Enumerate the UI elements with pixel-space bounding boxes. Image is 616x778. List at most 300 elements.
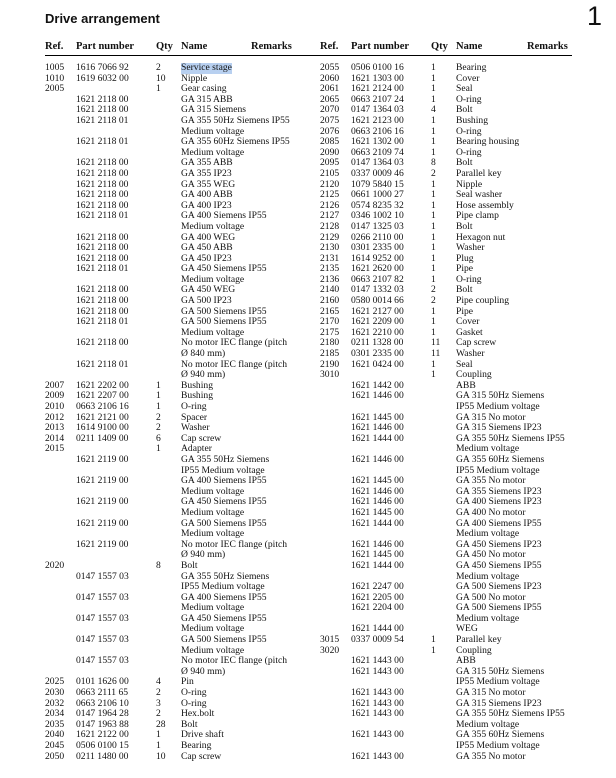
name-cell: Medium voltage xyxy=(181,273,245,285)
qty-cell: 2 xyxy=(156,422,161,434)
ref-cell: 2125 xyxy=(320,189,340,201)
name-cell: Medium voltage xyxy=(181,146,245,158)
name-cell: Coupling xyxy=(456,369,492,381)
name-cell: O-ring xyxy=(456,273,482,285)
qty-cell: 11 xyxy=(431,337,441,349)
part-number-cell: 0663 2111 65 xyxy=(76,687,129,699)
qty-cell: 1 xyxy=(431,189,436,201)
ref-cell: 2190 xyxy=(320,358,340,370)
qty-cell: 1 xyxy=(431,136,436,148)
part-number-cell: 1621 2118 00 xyxy=(76,242,129,254)
name-cell: GA 450 IP23 xyxy=(181,252,232,264)
table-row xyxy=(45,455,315,466)
ref-cell: 2170 xyxy=(320,316,340,328)
name-cell: Spacer xyxy=(181,411,208,423)
table-row xyxy=(320,709,590,720)
ref-cell: 2185 xyxy=(320,348,340,360)
ref-cell: 2076 xyxy=(320,125,340,137)
part-number-cell: 1621 1443 00 xyxy=(351,708,404,720)
header-part-number: Part number xyxy=(351,41,410,52)
page-number: 1 xyxy=(586,1,602,31)
part-number-cell: 1621 1446 00 xyxy=(351,538,404,550)
name-cell: No motor IEC flange (pitch xyxy=(181,337,288,349)
ref-cell: 2129 xyxy=(320,231,340,243)
qty-cell: 4 xyxy=(156,676,161,688)
page-title: Drive arrangement xyxy=(45,11,160,26)
part-number-cell: 0211 1328 00 xyxy=(351,337,404,349)
part-number-cell: 1621 1444 00 xyxy=(351,517,404,529)
name-cell: Pipe clamp xyxy=(456,210,499,222)
name-cell: No motor IEC flange (pitch xyxy=(181,538,288,550)
name-cell: Hose assembly xyxy=(456,199,514,211)
part-number-cell: 1621 1446 00 xyxy=(351,390,404,402)
qty-cell: 2 xyxy=(156,62,161,73)
name-cell: ABB xyxy=(456,655,476,667)
qty-cell: 10 xyxy=(156,750,166,762)
part-number-cell: 1621 2118 01 xyxy=(76,136,129,148)
name-cell: GA 315 Siemens IP23 xyxy=(456,422,542,434)
table-row xyxy=(320,116,590,127)
part-number-cell: 1621 2119 00 xyxy=(76,453,129,465)
name-cell: GA 355 60Hz Siemens IP55 xyxy=(181,136,290,148)
part-number-cell: 1621 2207 00 xyxy=(76,390,129,402)
name-cell: Bushing xyxy=(456,114,488,126)
name-cell: Medium voltage xyxy=(456,718,520,730)
name-cell: Service stage xyxy=(181,62,232,73)
qty-cell: 1 xyxy=(431,634,436,646)
name-cell: Hex.bolt xyxy=(181,708,215,720)
name-cell: GA 500 IP23 xyxy=(181,295,232,307)
part-number-cell: 1621 2620 00 xyxy=(351,263,404,275)
qty-cell: 8 xyxy=(431,157,436,169)
table-row xyxy=(45,635,315,646)
part-number-cell: 1621 1446 00 xyxy=(351,422,404,434)
ref-cell: 2061 xyxy=(320,83,340,95)
qty-cell: 1 xyxy=(431,263,436,275)
qty-cell: 1 xyxy=(431,252,436,264)
name-cell: Medium voltage xyxy=(181,528,245,540)
ref-cell: 3020 xyxy=(320,644,340,656)
name-cell: IP55 Medium voltage xyxy=(456,401,540,412)
part-number-cell: 0337 0009 54 xyxy=(351,634,404,646)
part-number-cell: 0147 1364 03 xyxy=(351,157,404,169)
ref-cell: 2013 xyxy=(45,422,65,434)
part-number-cell: 0580 0014 66 xyxy=(351,295,404,307)
ref-cell: 2014 xyxy=(45,432,65,444)
name-cell: O-ring xyxy=(456,146,482,158)
name-cell: Bearing xyxy=(181,740,212,751)
part-number-cell: 1621 1446 00 xyxy=(351,453,404,465)
ref-cell: 2090 xyxy=(320,146,340,158)
name-cell: Pipe xyxy=(456,305,474,317)
name-cell: Medium voltage xyxy=(456,443,520,455)
part-number-cell: 0301 2335 00 xyxy=(351,348,404,360)
qty-cell: 10 xyxy=(156,72,166,84)
name-cell: Bolt xyxy=(456,284,473,296)
part-number-cell: 1621 1302 00 xyxy=(351,136,404,148)
ref-cell: 1005 xyxy=(45,62,65,73)
name-cell: GA 400 No motor xyxy=(456,506,526,518)
table-row xyxy=(320,635,590,646)
name-cell: Seal xyxy=(456,358,473,370)
table-row xyxy=(45,593,315,604)
part-number-cell: 1621 2118 00 xyxy=(76,305,129,317)
part-number-cell: 0147 1557 03 xyxy=(76,591,129,603)
ref-cell: 2025 xyxy=(45,676,65,688)
name-cell: Seal xyxy=(456,83,473,95)
name-cell: GA 400 Siemens IP23 xyxy=(456,496,542,508)
ref-cell: 2030 xyxy=(45,687,65,699)
name-cell: GA 355 50Hz Siemens IP55 xyxy=(181,114,290,126)
part-number-cell: 1621 2118 00 xyxy=(76,295,129,307)
ref-cell: 2127 xyxy=(320,210,340,222)
part-number-cell: 1621 2118 00 xyxy=(76,167,129,179)
part-number-cell: 1621 2119 00 xyxy=(76,496,129,508)
part-number-cell: 0301 2335 00 xyxy=(351,242,404,254)
ref-cell: 2130 xyxy=(320,242,340,254)
name-cell: GA 355 No motor xyxy=(456,750,526,762)
name-cell: GA 400 ABB xyxy=(181,189,233,201)
qty-cell: 2 xyxy=(431,284,436,296)
table-row xyxy=(320,222,590,233)
part-number-cell: 1621 2118 00 xyxy=(76,231,129,243)
name-cell: Pin xyxy=(181,676,194,688)
table-row xyxy=(45,264,315,275)
table-row xyxy=(320,402,590,413)
part-number-cell: 1621 2119 00 xyxy=(76,538,129,550)
table-row xyxy=(45,434,315,445)
qty-cell: 1 xyxy=(431,231,436,243)
ref-cell: 2105 xyxy=(320,167,340,179)
name-cell: O-ring xyxy=(181,687,207,699)
part-number-cell: 1621 0424 00 xyxy=(351,358,404,370)
name-cell: Ø 940 mm) xyxy=(181,665,226,677)
name-cell: Washer xyxy=(181,422,210,434)
part-number-cell: 1621 2121 00 xyxy=(76,411,129,423)
part-number-cell: 1621 1445 00 xyxy=(351,549,404,561)
name-cell: GA 450 No motor xyxy=(456,549,526,561)
part-number-cell: 0147 1964 28 xyxy=(76,708,129,720)
name-cell: GA 315 Siemens IP23 xyxy=(456,697,542,709)
name-cell: Bushing xyxy=(181,379,213,391)
name-cell: Ø 940 mm) xyxy=(181,369,226,381)
ref-cell: 2180 xyxy=(320,337,340,349)
name-cell: Bolt xyxy=(456,104,473,116)
table-row xyxy=(45,360,315,371)
part-number-cell: 0147 1332 03 xyxy=(351,284,404,296)
ref-cell: 2160 xyxy=(320,295,340,307)
name-cell: O-ring xyxy=(181,697,207,709)
ref-cell: 2012 xyxy=(45,411,65,423)
part-number-cell: 1621 1445 00 xyxy=(351,411,404,423)
table-row xyxy=(45,317,315,328)
name-cell: GA 500 Siemens IP55 xyxy=(181,517,267,529)
name-cell: Medium voltage xyxy=(181,220,245,232)
qty-cell: 1 xyxy=(431,316,436,328)
name-cell: Medium voltage xyxy=(181,326,245,338)
ref-cell: 2040 xyxy=(45,729,65,741)
table-row xyxy=(320,752,590,763)
name-cell: Ø 940 mm) xyxy=(181,549,226,561)
table-row xyxy=(45,338,315,349)
name-cell: GA 400 WEG xyxy=(181,231,236,243)
table-row xyxy=(320,561,590,572)
part-number-cell: 1621 2118 01 xyxy=(76,210,129,222)
table-row xyxy=(45,614,315,625)
part-number-cell: 0147 1364 03 xyxy=(351,104,404,116)
ref-cell: 2065 xyxy=(320,93,340,105)
part-number-cell: 0337 0009 46 xyxy=(351,167,404,179)
qty-cell: 1 xyxy=(431,273,436,285)
qty-cell: 1 xyxy=(156,83,161,95)
part-number-cell: 1621 1444 00 xyxy=(351,623,404,635)
name-cell: Bolt xyxy=(456,220,473,232)
table-row xyxy=(320,169,590,180)
name-cell: Bushing xyxy=(181,390,213,402)
table-row xyxy=(45,63,315,74)
qty-cell: 1 xyxy=(431,369,436,381)
qty-cell: 1 xyxy=(431,210,436,222)
part-number-cell: 0346 1002 10 xyxy=(351,210,404,222)
qty-cell: 2 xyxy=(156,708,161,720)
part-number-cell: 1621 2210 00 xyxy=(351,326,404,338)
ref-cell: 2131 xyxy=(320,252,340,264)
qty-cell: 1 xyxy=(431,125,436,137)
table-row xyxy=(45,561,315,572)
name-cell: GA 355 WEG xyxy=(181,178,236,190)
table-row xyxy=(45,169,315,180)
ref-cell: 2070 xyxy=(320,104,340,116)
qty-cell: 2 xyxy=(431,295,436,307)
ref-cell: 2015 xyxy=(45,443,65,455)
name-cell: Cap screw xyxy=(456,337,497,349)
qty-cell: 3 xyxy=(156,697,161,709)
name-cell: GA 355 Siemens IP23 xyxy=(456,485,542,497)
name-cell: Washer xyxy=(456,242,485,254)
ref-cell: 3015 xyxy=(320,634,340,646)
qty-cell: 1 xyxy=(431,644,436,656)
part-number-cell: 0663 2106 16 xyxy=(76,401,129,412)
header-ref: Ref. xyxy=(45,41,64,52)
name-cell: Medium voltage xyxy=(456,612,520,624)
part-number-cell: 1621 1443 00 xyxy=(351,655,404,667)
ref-cell: 2075 xyxy=(320,114,340,126)
part-number-cell: 1616 7066 92 xyxy=(76,62,129,73)
name-cell: Medium voltage xyxy=(181,623,245,635)
ref-cell: 2010 xyxy=(45,401,65,412)
ref-cell: 2120 xyxy=(320,178,340,190)
qty-cell: 2 xyxy=(156,411,161,423)
part-number-cell: 0211 1409 00 xyxy=(76,432,129,444)
qty-cell: 1 xyxy=(431,114,436,126)
table-row xyxy=(45,741,315,752)
table-row xyxy=(45,222,315,233)
name-cell: GA 355 50Hz Siemens xyxy=(181,453,270,465)
table-row xyxy=(45,476,315,487)
table-row xyxy=(45,519,315,530)
name-cell: Medium voltage xyxy=(181,506,245,518)
header-part-number: Part number xyxy=(76,41,135,52)
table-row xyxy=(45,402,315,413)
qty-cell: 28 xyxy=(156,718,166,730)
name-cell: IP55 Medium voltage xyxy=(456,676,540,688)
qty-cell: 1 xyxy=(431,62,436,73)
name-cell: GA 450 Siemens IP55 xyxy=(181,263,267,275)
name-cell: GA 450 ABB xyxy=(181,242,233,254)
name-cell: GA 315 Siemens xyxy=(181,104,247,116)
qty-cell: 2 xyxy=(431,167,436,179)
name-cell: IP55 Medium voltage xyxy=(181,464,265,476)
qty-cell: 1 xyxy=(431,178,436,190)
part-number-cell: 1621 2127 00 xyxy=(351,305,404,317)
table-row xyxy=(45,211,315,222)
qty-cell: 1 xyxy=(431,93,436,105)
part-number-cell: 1621 2118 00 xyxy=(76,337,129,349)
name-cell: Ø 840 mm) xyxy=(181,348,226,360)
ref-cell: 2095 xyxy=(320,157,340,169)
name-cell: GA 400 Siemens IP55 xyxy=(181,210,267,222)
part-number-cell: 0266 2110 00 xyxy=(351,231,404,243)
part-number-cell: 1621 1443 00 xyxy=(351,665,404,677)
name-cell: GA 355 No motor xyxy=(456,475,526,487)
name-cell: Adapter xyxy=(181,443,212,455)
ref-cell: 2136 xyxy=(320,273,340,285)
name-cell: Nipple xyxy=(181,72,208,84)
part-number-cell: 1621 1444 00 xyxy=(351,559,404,571)
name-cell: Medium voltage xyxy=(181,602,245,614)
part-number-cell: 1621 1445 00 xyxy=(351,475,404,487)
header-name: Name xyxy=(181,41,208,52)
header-qty: Qty xyxy=(431,41,448,52)
name-cell: GA 315 ABB xyxy=(181,93,233,105)
part-number-cell: 1621 2118 00 xyxy=(76,157,129,169)
qty-cell: 1 xyxy=(156,740,161,751)
table-row xyxy=(320,360,590,371)
name-cell: Cap screw xyxy=(181,750,222,762)
name-cell: GA 315 No motor xyxy=(456,687,526,699)
part-number-cell: 0661 1000 27 xyxy=(351,189,404,201)
header-remarks: Remarks xyxy=(527,41,568,52)
table-row xyxy=(45,572,315,583)
table-row xyxy=(320,603,590,614)
qty-cell: 1 xyxy=(431,83,436,95)
part-number-cell: 1621 2123 00 xyxy=(351,114,404,126)
name-cell: Bearing xyxy=(456,62,487,73)
part-number-cell: 0101 1626 00 xyxy=(76,676,129,688)
name-cell: O-ring xyxy=(181,401,207,412)
name-cell: GA 315 No motor xyxy=(456,411,526,423)
part-number-cell: 1621 2118 01 xyxy=(76,358,129,370)
table-row xyxy=(320,741,590,752)
table-row xyxy=(45,508,315,519)
part-number-cell: 1621 1446 00 xyxy=(351,485,404,497)
table-row xyxy=(45,540,315,551)
table-row xyxy=(320,434,590,445)
name-cell: GA 500 Siemens IP55 xyxy=(181,305,267,317)
part-number-cell: 1614 9100 00 xyxy=(76,422,129,434)
name-cell: GA 400 Siemens IP55 xyxy=(181,591,267,603)
name-cell: GA 500 Siemens IP55 xyxy=(181,634,267,646)
name-cell: GA 355 50Hz Siemens IP55 xyxy=(456,432,565,444)
qty-cell: 2 xyxy=(156,687,161,699)
name-cell: Plug xyxy=(456,252,474,264)
name-cell: GA 355 60Hz Siemens xyxy=(456,453,545,465)
name-cell: Seal washer xyxy=(456,189,503,201)
ref-cell: 2060 xyxy=(320,72,340,84)
ref-cell: 1010 xyxy=(45,72,65,84)
part-number-cell: 1621 1443 00 xyxy=(351,687,404,699)
ref-cell: 2009 xyxy=(45,390,65,402)
part-number-cell: 1621 2118 01 xyxy=(76,263,129,275)
name-cell: Parallel key xyxy=(456,167,502,179)
qty-cell: 1 xyxy=(431,199,436,211)
name-cell: Drive shaft xyxy=(181,729,224,741)
part-number-cell: 0663 2106 10 xyxy=(76,697,129,709)
name-cell: GA 500 Siemens IP55 xyxy=(181,316,267,328)
name-cell: IP55 Medium voltage xyxy=(456,464,540,476)
ref-cell: 2034 xyxy=(45,708,65,720)
name-cell: GA 450 Siemens IP55 xyxy=(456,559,542,571)
name-cell: GA 400 Siemens IP55 xyxy=(181,475,267,487)
name-cell: GA 450 Siemens IP23 xyxy=(456,538,542,550)
part-number-cell: 1621 2124 00 xyxy=(351,83,404,95)
part-number-cell: 0147 1557 03 xyxy=(76,634,129,646)
part-number-cell: 0663 2107 24 xyxy=(351,93,404,105)
table-row xyxy=(320,730,590,741)
part-number-cell: 1621 2118 00 xyxy=(76,252,129,264)
part-number-cell: 0147 1557 03 xyxy=(76,570,129,582)
part-number-cell: 0574 8235 32 xyxy=(351,199,404,211)
ref-cell: 2175 xyxy=(320,326,340,338)
part-number-cell: 1614 9252 00 xyxy=(351,252,404,264)
part-number-cell: 1621 1443 00 xyxy=(351,729,404,741)
name-cell: Nipple xyxy=(456,178,483,190)
name-cell: GA 315 50Hz Siemens xyxy=(456,665,545,677)
header-qty: Qty xyxy=(156,41,173,52)
name-cell: Bearing housing xyxy=(456,136,520,148)
ref-cell: 2007 xyxy=(45,379,65,391)
part-number-cell: 1621 2118 00 xyxy=(76,199,129,211)
ref-cell: 2005 xyxy=(45,83,65,95)
name-cell: No motor IEC flange (pitch xyxy=(181,358,288,370)
table-row xyxy=(45,752,315,763)
name-cell: GA 355 60Hz Siemens xyxy=(456,729,545,741)
table-row xyxy=(45,137,315,148)
part-number-cell: 1621 1445 00 xyxy=(351,506,404,518)
name-cell: O-ring xyxy=(456,93,482,105)
qty-cell: 1 xyxy=(156,401,161,412)
header-remarks: Remarks xyxy=(251,41,292,52)
qty-cell: 1 xyxy=(431,242,436,254)
part-number-cell: 1621 1443 00 xyxy=(351,697,404,709)
name-cell: ABB xyxy=(456,379,476,391)
name-cell: Pipe coupling xyxy=(456,295,510,307)
ref-cell: 3010 xyxy=(320,369,340,381)
name-cell: Cover xyxy=(456,316,480,328)
table-row xyxy=(320,508,590,519)
part-number-cell: 1621 2118 00 xyxy=(76,104,129,116)
part-number-cell: 0147 1963 88 xyxy=(76,718,129,730)
part-number-cell: 1079 5840 15 xyxy=(351,178,404,190)
name-cell: Bolt xyxy=(181,559,198,571)
table-row xyxy=(320,63,590,74)
part-number-cell: 1621 1443 00 xyxy=(351,750,404,762)
name-cell: Medium voltage xyxy=(456,528,520,540)
part-number-cell: 0663 2106 16 xyxy=(351,125,404,137)
part-number-cell: 0506 0100 16 xyxy=(351,62,404,73)
part-number-cell: 0506 0100 15 xyxy=(76,740,129,751)
name-cell: No motor IEC flange (pitch xyxy=(181,655,288,667)
